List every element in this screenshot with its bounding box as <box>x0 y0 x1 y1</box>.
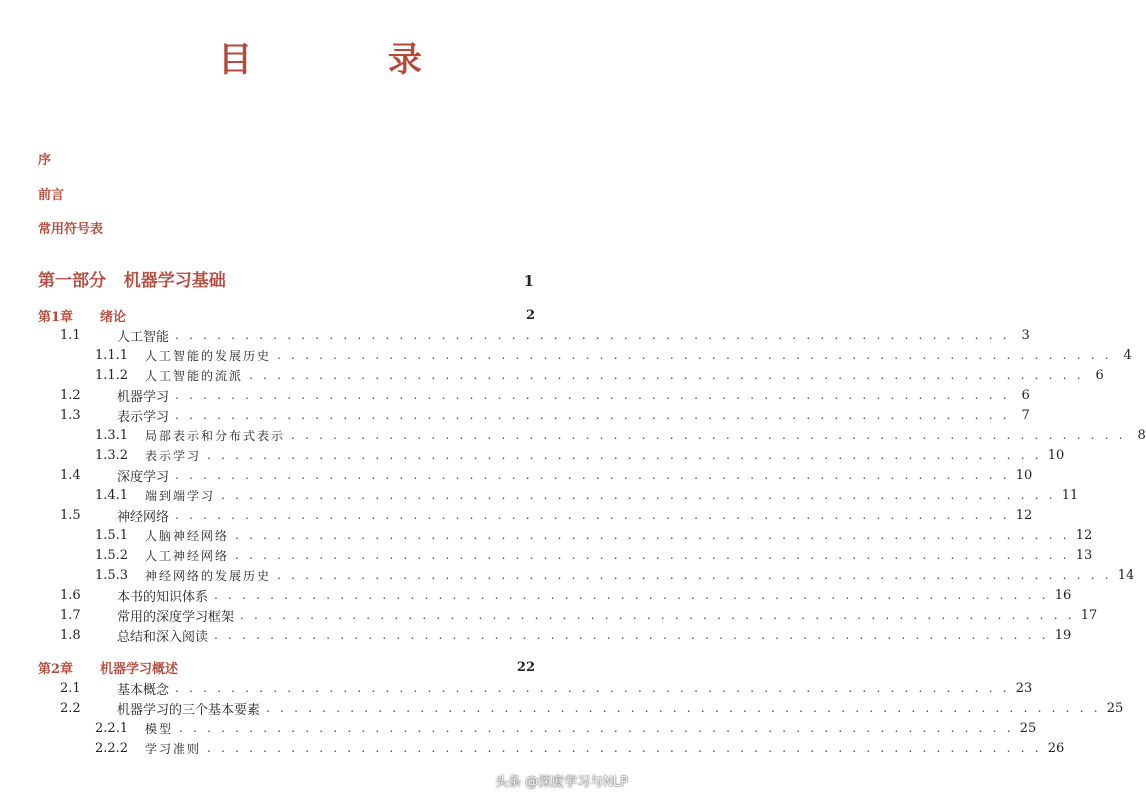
toc-entry-number: 1.5.2 <box>95 547 129 563</box>
part-page: 1 <box>523 272 534 290</box>
toc-entry[interactable] <box>38 738 1065 758</box>
toc-entry-page: 2 <box>525 307 535 323</box>
toc-entry-title: 机器学习概述 <box>100 661 179 677</box>
toc-entry-number: 1.2 <box>60 387 81 403</box>
front-matter-foreword[interactable]: 前言 <box>38 188 65 203</box>
toc-entry-number: 第2章 <box>38 661 74 677</box>
toc-entry-page: 12 <box>1015 507 1033 523</box>
dot-leader: . . . . . . . . . . . . . . . . . . . . . . . . . . . . . . . . . . . . . . . . . . . . . . . . . . . . . . . . . . . . <box>207 448 1042 462</box>
toc-entry-number: 第1章 <box>38 309 74 325</box>
toc-entry[interactable] <box>38 657 535 677</box>
dot-leader: . . . . . . . . . . . . . . . . . . . . . . . . . . . . . . . . . . . . . . . . . . . . . . . . . . . . . . . . . . . . <box>221 488 1056 502</box>
dot-leader: . . . . . . . . . . . . . . . . . . . . . . . . . . . . . . . . . . . . . . . . . . . . . . . . . . . . . . . . . . . . <box>175 468 1010 482</box>
toc-entry[interactable] <box>38 385 1030 405</box>
toc-entry-title: 深度学习 <box>117 469 170 485</box>
toc-entry-number: 2.2.2 <box>95 740 129 756</box>
toc-entry-number: 1.7 <box>60 607 81 623</box>
toc-entry-title: 表示学习 <box>117 409 170 425</box>
toc-entry-title: 总结和深入阅读 <box>117 629 209 645</box>
toc-entry-title: 模型 <box>145 721 174 736</box>
toc-entry[interactable] <box>38 585 1072 605</box>
toc-entry-title: 绪论 <box>100 309 127 325</box>
toc-entry[interactable] <box>38 465 1033 485</box>
toc-entry-number: 1.5.1 <box>95 527 129 543</box>
toc-entry-title: 局部表示和分布式表示 <box>145 428 286 443</box>
toc-entry-page: 11 <box>1061 487 1079 503</box>
dot-leader: . . . . . . . . . . . . . . . . . . . . . . . . . . . . . . . . . . . . . . . . . . . . . . . . . . . . . . . . . . . . <box>207 741 1042 755</box>
dot-leader: . . . . . . . . . . . . . . . . . . . . . . . . . . . . . . . . . . . . . . . . . . . . . . . . . . . . . . . . . . . . <box>175 388 1010 402</box>
toc-entry-title: 人工智能的发展历史 <box>145 348 272 363</box>
toc-entry-title: 常用的深度学习框架 <box>117 609 235 625</box>
toc-entry-page: 26 <box>1047 740 1065 756</box>
toc-entry[interactable] <box>38 698 1124 718</box>
toc-entry[interactable] <box>38 345 1132 365</box>
toc-entry-page: 22 <box>516 659 535 675</box>
toc-entry[interactable] <box>38 545 1093 565</box>
toc-entry-number: 1.1.2 <box>95 367 129 383</box>
toc-entry-title: 人工智能 <box>117 329 170 345</box>
toc-entry[interactable] <box>38 485 1079 505</box>
toc-entry-number: 1.6 <box>60 587 81 603</box>
part-title: 机器学习基础 <box>123 271 226 291</box>
part-heading[interactable] <box>38 266 534 291</box>
dot-leader: . . . . . . . . . . . . . . . . . . . . . . . . . . . . . . . . . . . . . . . . . . . . . . . . . . . . . . . . . . . . <box>277 568 1112 582</box>
toc-entry-number: 1.1.1 <box>95 347 129 363</box>
front-matter-symbols[interactable]: 常用符号表 <box>38 222 104 237</box>
toc-entry-page: 14 <box>1117 567 1135 583</box>
toc-entry[interactable] <box>38 365 1104 385</box>
toc-entry-page: 13 <box>1075 547 1093 563</box>
toc-entry-number: 1.3.2 <box>95 447 129 463</box>
dot-leader: . . . . . . . . . . . . . . . . . . . . . . . . . . . . . . . . . . . . . . . . . . . . . . . . . . . . . . . . . . . . <box>175 508 1010 522</box>
toc-entry-page: 10 <box>1015 467 1033 483</box>
toc-entry-page: 25 <box>1106 700 1124 716</box>
toc-entry-number: 1.4.1 <box>95 487 129 503</box>
toc-entry[interactable] <box>38 625 1072 645</box>
dot-leader: . . . . . . . . . . . . . . . . . . . . . . . . . . . . . . . . . . . . . . . . . . . . . . . . . . . . . . . . . . . . <box>175 681 1010 695</box>
toc-entry[interactable] <box>38 405 1030 425</box>
toc-entry-number: 1.1 <box>60 327 81 343</box>
toc-entry-page: 16 <box>1054 587 1072 603</box>
toc-entry[interactable] <box>38 525 1093 545</box>
toc-entry-page: 12 <box>1075 527 1093 543</box>
toc-entry-page: 23 <box>1015 680 1033 696</box>
toc-entry[interactable] <box>38 325 1030 345</box>
toc-entry-title: 基本概念 <box>117 682 170 698</box>
dot-leader: . . . . . . . . . . . . . . . . . . . . . . . . . . . . . . . . . . . . . . . . . . . . . . . . . . . . . . . . . . . . <box>240 608 1075 622</box>
toc-entry[interactable] <box>38 505 1033 525</box>
toc-entry-title: 机器学习 <box>117 389 170 405</box>
dot-leader: . . . . . . . . . . . . . . . . . . . . . . . . . . . . . . . . . . . . . . . . . . . . . . . . . . . . . . . . . . . . <box>235 548 1070 562</box>
part-label: 第一部分 <box>38 271 106 291</box>
toc-entry-number: 2.2 <box>60 700 81 716</box>
part-label-title <box>38 266 226 291</box>
toc-entry-title: 表示学习 <box>145 448 202 463</box>
dot-leader: . . . . . . . . . . . . . . . . . . . . . . . . . . . . . . . . . . . . . . . . . . . . . . . . . . . . . . . . . . . . <box>266 701 1101 715</box>
toc-entry-page: 19 <box>1054 627 1072 643</box>
toc-entry-page: 4 <box>1123 347 1132 363</box>
dot-leader: . . . . . . . . . . . . . . . . . . . . . . . . . . . . . . . . . . . . . . . . . . . . . . . . . . . . . . . . . . . . <box>291 428 1126 442</box>
toc-entry-page: 17 <box>1080 607 1098 623</box>
toc-entry-number: 1.4 <box>60 467 81 483</box>
toc-entry-title: 本书的知识体系 <box>117 589 209 605</box>
dot-leader: . . . . . . . . . . . . . . . . . . . . . . . . . . . . . . . . . . . . . . . . . . . . . . . . . . . . . . . . . . . . <box>175 328 1010 342</box>
dot-leader: . . . . . . . . . . . . . . . . . . . . . . . . . . . . . . . . . . . . . . . . . . . . . . . . . . . . . . . . . . . . <box>235 528 1070 542</box>
page-title: 目 录 <box>218 40 484 80</box>
toc-entry-page: 3 <box>1021 327 1030 343</box>
toc-entry[interactable] <box>38 678 1033 698</box>
toc-entry-title: 神经网络的发展历史 <box>145 568 272 583</box>
front-matter-preface[interactable]: 序 <box>38 153 52 168</box>
toc-entry-page: 7 <box>1021 407 1030 423</box>
toc-entry-page: 6 <box>1021 387 1030 403</box>
toc-entry-number: 2.1 <box>60 680 81 696</box>
toc-entry-number: 1.5.3 <box>95 567 129 583</box>
dot-leader: . . . . . . . . . . . . . . . . . . . . . . . . . . . . . . . . . . . . . . . . . . . . . . . . . . . . . . . . . . . . <box>249 368 1084 382</box>
dot-leader: . . . . . . . . . . . . . . . . . . . . . . . . . . . . . . . . . . . . . . . . . . . . . . . . . . . . . . . . . . . . <box>277 348 1112 362</box>
toc-entry[interactable] <box>38 718 1037 738</box>
toc-entry[interactable] <box>38 565 1135 585</box>
toc-entry-number: 1.8 <box>60 627 81 643</box>
toc-entry-number: 2.2.1 <box>95 720 129 736</box>
toc-entry-page: 10 <box>1047 447 1065 463</box>
toc-entry-page: 8 <box>1137 427 1146 443</box>
toc-entry-page: 25 <box>1019 720 1037 736</box>
toc-entry[interactable] <box>38 605 1098 625</box>
dot-leader: . . . . . . . . . . . . . . . . . . . . . . . . . . . . . . . . . . . . . . . . . . . . . . . . . . . . . . . . . . . . <box>175 408 1010 422</box>
toc-entry[interactable] <box>38 445 1065 465</box>
dot-leader: . . . . . . . . . . . . . . . . . . . . . . . . . . . . . . . . . . . . . . . . . . . . . . . . . . . . . . . . . . . . <box>214 588 1049 602</box>
toc-entry-page: 6 <box>1095 367 1104 383</box>
dot-leader: . . . . . . . . . . . . . . . . . . . . . . . . . . . . . . . . . . . . . . . . . . . . . . . . . . . . . . . . . . . . <box>179 721 1014 735</box>
toc-entry-title: 机器学习的三个基本要素 <box>117 702 261 718</box>
dot-leader: . . . . . . . . . . . . . . . . . . . . . . . . . . . . . . . . . . . . . . . . . . . . . . . . . . . . . . . . . . . . <box>214 628 1049 642</box>
toc-entry-title: 人工智能的流派 <box>145 368 244 383</box>
toc-entry-title: 学习准则 <box>145 741 202 756</box>
toc-entry-number: 1.5 <box>60 507 81 523</box>
watermark: 头条 @深度学习与NLP <box>495 775 628 790</box>
toc-entry-title: 人脑神经网络 <box>145 528 230 543</box>
toc-entry-number: 1.3.1 <box>95 427 129 443</box>
toc-entry[interactable] <box>38 305 535 325</box>
toc-entry-number: 1.3 <box>60 407 81 423</box>
toc-entry[interactable] <box>38 425 1146 445</box>
toc-entry-title: 神经网络 <box>117 509 170 525</box>
toc-entry-title: 端到端学习 <box>145 488 216 503</box>
toc-entry-title: 人工神经网络 <box>145 548 230 563</box>
